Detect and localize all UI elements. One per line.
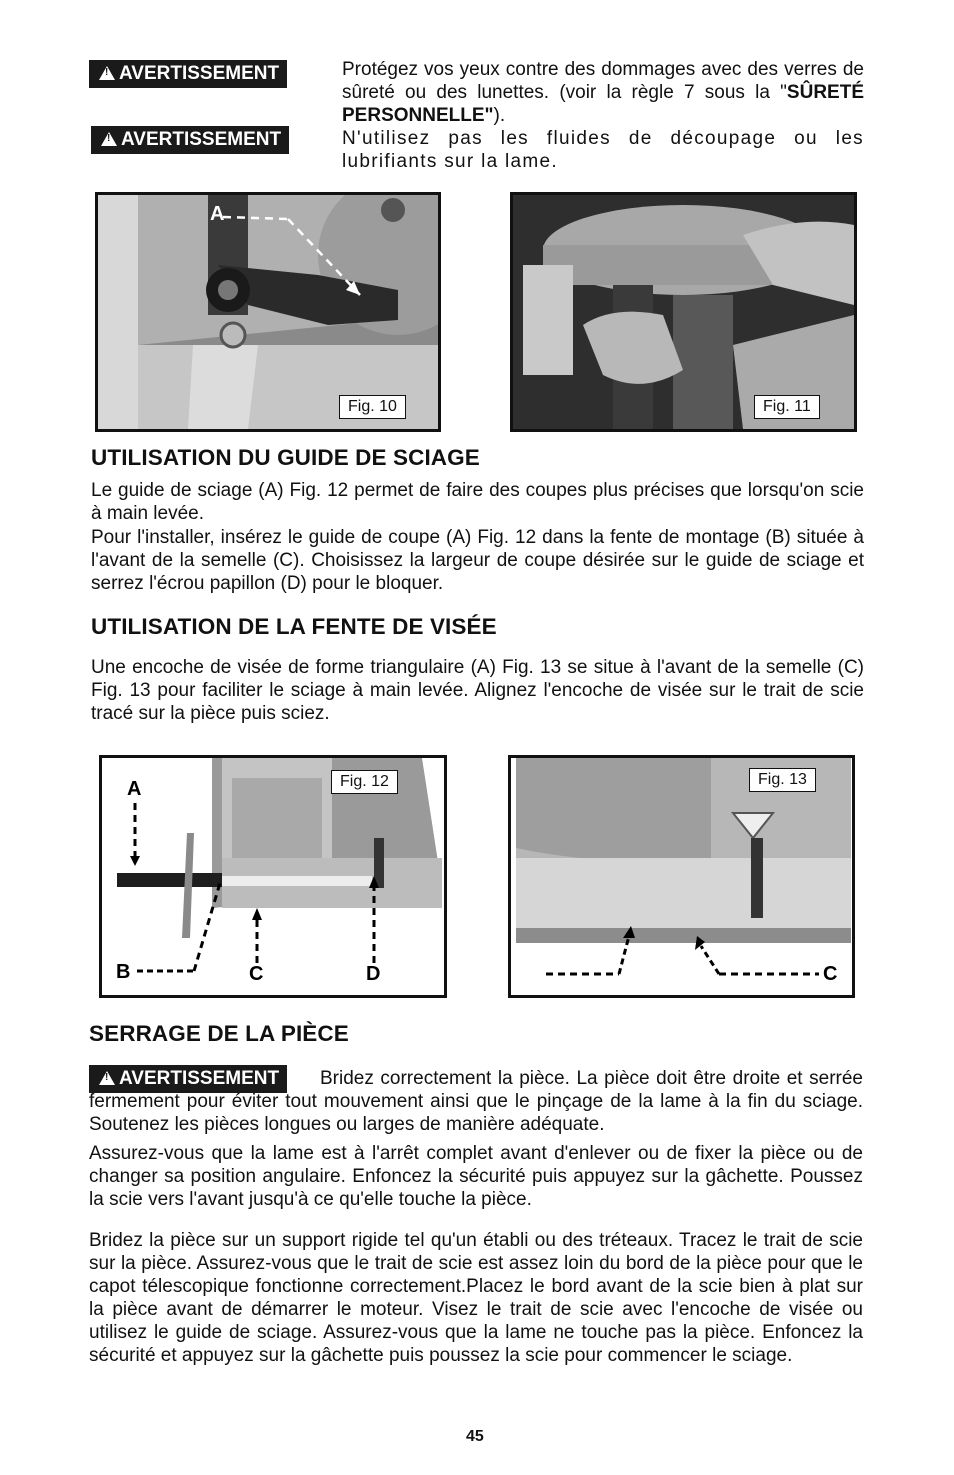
paragraph: Assurez-vous que la lame est à l'arrêt complet avant d'enlever ou de fixer la pièce ou de changer sa position angulaire. Enfoncez la sécurité puis appuyez sur la gâchette. Poussez la scie vers l'avant jusqu'à ce qu'elle touche la pièce. <box>89 1143 863 1210</box>
paragraph: Pour l'installer, insérez le guide de coupe (A) Fig. 12 dans la fente de montage (B) située à l'avant de la semelle (C). Choisissez la largeur de coupe désirée sur le guide de sciage et serrez l'écrou papillon (D) pour le bloquer. <box>91 527 864 594</box>
warning-label: AVERTISSEMENT <box>119 63 280 84</box>
warning-text-fluids: N'utilisez pas les fluides de découpage ou les lubrifiants sur la lame. <box>342 128 864 172</box>
paragraph: Le guide de sciage (A) Fig. 12 permet de faire des coupes plus précises que lorsqu'on scie à main levée. <box>91 480 864 524</box>
figure-13 <box>508 755 855 998</box>
figure-label: Fig. 12 <box>331 770 398 794</box>
warning-triangle-icon <box>101 132 117 146</box>
figure-13-photo <box>511 758 852 995</box>
callout-a: A <box>127 778 142 800</box>
figure-label: Fig. 13 <box>749 768 816 792</box>
callout-c: C <box>823 963 838 985</box>
warning-label: AVERTISSEMENT <box>119 1068 280 1089</box>
section-heading: SERRAGE DE LA PIÈCE <box>89 1021 349 1046</box>
warning-text-eyes: Protégez vos yeux contre des dommages avec des verres de sûreté ou des lunettes. (voir la règle 7 sous la "SÛRETÉ PERSONNELLE"). <box>342 59 864 126</box>
paragraph: Une encoche de visée de forme triangulaire (A) Fig. 13 se situe à l'avant de la semelle (C) Fig. 13 pour faciliter le sciage à main levée. Alignez l'encoche de visée sur le trait de scie tracé sur la pièce puis sciez. <box>91 657 864 724</box>
callout-c: C <box>249 963 264 985</box>
paragraph: Bridez la pièce sur un support rigide tel qu'un établi ou des tréteaux. Tracez le trait de scie sur la pièce. Assurez-vous que le trait de scie est assez loin du bord de la pièce pour que le capot télescopique fonctionne correctement.Placez le bord avant de la scie bien à plat sur la pièce avant de démarrer le moteur. Visez le trait de scie avec l'encoche de visée ou utilisez le guide de sciage. Assurez-vous que la lame ne touche pas la pièce. Enfoncez la sécurité et appuyez sur la gâchette puis poussez la scie pour commencer le sciage. <box>89 1230 863 1366</box>
figure-label: Fig. 11 <box>754 395 820 419</box>
warning-label: AVERTISSEMENT <box>121 129 282 150</box>
warning-badge <box>89 60 287 88</box>
callout-d: D <box>366 963 381 985</box>
figure-label: Fig. 10 <box>339 395 406 419</box>
section-heading: UTILISATION DU GUIDE DE SCIAGE <box>91 445 480 470</box>
figure-11 <box>510 192 857 432</box>
callout-a: A <box>210 203 225 225</box>
warning-triangle-icon <box>99 66 115 80</box>
section-heading: UTILISATION DE LA FENTE DE VISÉE <box>91 614 497 639</box>
warning-badge <box>91 126 289 154</box>
page-number: 45 <box>466 1428 484 1445</box>
figure-10 <box>95 192 441 432</box>
warning-text-clamping: Bridez correctement la pièce. La pièce doit être droite et serrée fermement pour éviter tout mouvement ainsi que le pinçage de la lame à la fin du sciage. Soutenez les pièces longues ou larges de manière adéquate. <box>89 1068 863 1135</box>
callout-b: B <box>116 961 131 983</box>
figure-12 <box>99 755 447 998</box>
figure-11-photo <box>513 195 854 429</box>
figure-10-photo <box>98 195 438 429</box>
